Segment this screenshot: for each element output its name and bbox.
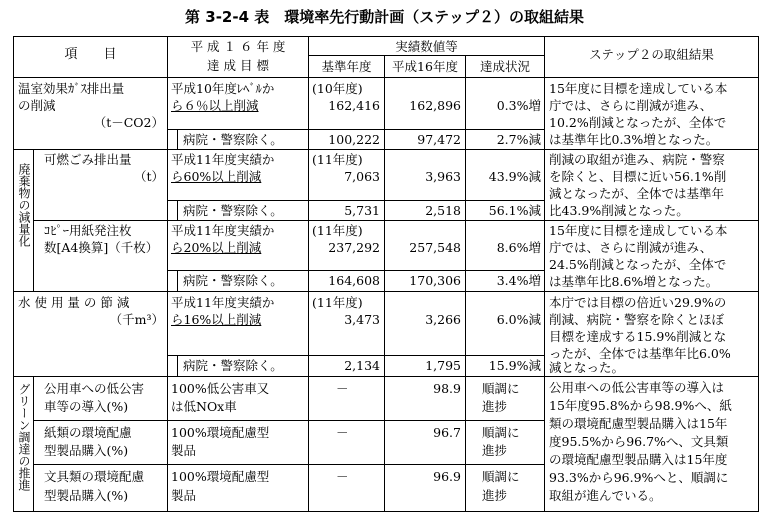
header-actual-group: 実績数値等 bbox=[395, 39, 458, 54]
ghg-sub-fy16: 97,472 bbox=[417, 132, 461, 147]
green-group-label: グリーン調達の推進 bbox=[17, 383, 31, 491]
paper-status: 8.6%増 bbox=[496, 240, 541, 255]
ghg-unit: （t－CO2） bbox=[93, 115, 164, 130]
burnable-label: 可燃ごみ排出量 bbox=[44, 152, 132, 167]
header-target-line2: 達 成 目 標 bbox=[207, 58, 269, 73]
ghg-sub-status: 2.7%減 bbox=[496, 132, 541, 147]
water-fy16-value: 3,266 bbox=[425, 312, 461, 327]
paper-base-note: (11年度) bbox=[312, 223, 363, 238]
burnable-status: 43.9%減 bbox=[488, 169, 541, 184]
ghg-result-line: 15年度に目標を達成している本 bbox=[549, 81, 728, 96]
paper-goods-status-line2: 進捗 bbox=[482, 443, 508, 458]
water-base-value: 3,473 bbox=[344, 312, 380, 327]
burnable-target-line1: 平成11年度実績か bbox=[171, 152, 275, 167]
car-fy16-value: 98.9 bbox=[433, 381, 461, 396]
green-result-line: 15年度95.8%から98.9%へ、紙 bbox=[549, 398, 732, 413]
header-target-line1: 平 成 １ ６ 年 度 bbox=[190, 39, 286, 54]
stationery-fy16-value: 96.9 bbox=[433, 469, 461, 484]
paper-goods-status-line1: 順調に bbox=[482, 425, 520, 440]
paper-goods-target-line1: 100%環境配慮型 bbox=[171, 425, 270, 440]
ghg-base-value: 162,416 bbox=[328, 98, 380, 113]
green-result-line: 公用車への低公害車等の導入は bbox=[549, 380, 725, 395]
ghg-result-line: は基準年比0.3%増となった。 bbox=[549, 132, 719, 147]
stationery-label-line2: 型製品購入(%) bbox=[44, 488, 129, 503]
stationery-target-line2: 製品 bbox=[171, 488, 197, 503]
burnable-sub-status: 56.1%減 bbox=[488, 203, 541, 218]
stationery-status-line1: 順調に bbox=[482, 469, 520, 484]
burnable-sub-fy16: 2,518 bbox=[425, 203, 461, 218]
ghg-result-line: 庁では、さらに削減が進み、 bbox=[549, 98, 713, 113]
ghg-target-line1: 平成10年度ﾚﾍﾞﾙか bbox=[171, 81, 275, 96]
water-sub-status: 15.9%減 bbox=[488, 358, 541, 373]
green-result-line: の環境配慮型製品購入は15年度 bbox=[549, 452, 728, 467]
car-label-line1: 公用車への低公害 bbox=[44, 381, 145, 396]
burnable-result-line: 削減の取組が進み、病院・警察 bbox=[549, 152, 725, 167]
header-status: 達成状況 bbox=[479, 59, 530, 74]
paper-label-line1: ｺﾋﾟｰ用紙発注枚 bbox=[44, 223, 132, 238]
paper-target-line1: 平成11年度実績か bbox=[171, 223, 275, 238]
ghg-base-note: (10年度) bbox=[312, 81, 363, 96]
burnable-base-note: (11年度) bbox=[312, 152, 363, 167]
paper-label-line2: 数[A4換算]（千枚） bbox=[44, 240, 159, 255]
car-status-line1: 順調に bbox=[482, 381, 520, 396]
water-result-line: ったが、全体では基準年比6.0% bbox=[549, 346, 731, 361]
car-base-value: － bbox=[336, 381, 349, 396]
paper-sub-status: 3.4%増 bbox=[496, 273, 541, 288]
green-result-line: 類の環境配慮型製品購入は15年 bbox=[549, 416, 728, 431]
car-label-line2: 車等の導入(%) bbox=[44, 399, 129, 414]
paper-result-line: 24.5%削減となったが、全体で bbox=[549, 257, 727, 272]
burnable-result-line: 比43.9%削減となった。 bbox=[549, 203, 689, 218]
burnable-result-line: 減となったが、全体では基準年 bbox=[549, 186, 725, 201]
paper-base-value: 237,292 bbox=[328, 240, 380, 255]
paper-goods-label-line2: 型製品購入(%) bbox=[44, 443, 129, 458]
stationery-label-line1: 文具類の環境配慮 bbox=[44, 469, 145, 484]
ghg-label-line1: 温室効果ｶﾞｽ排出量 bbox=[18, 81, 125, 96]
water-result-line: 目標を達成する15.9%削減とな bbox=[549, 329, 727, 344]
paper-goods-target-line2: 製品 bbox=[171, 443, 197, 458]
water-label: 水 使 用 量 の 節 減 bbox=[18, 295, 130, 310]
header-base-year: 基準年度 bbox=[321, 59, 372, 74]
car-status-line2: 進捗 bbox=[482, 399, 508, 414]
paper-goods-label-line1: 紙類の環境配慮 bbox=[44, 425, 132, 440]
stationery-base-value: － bbox=[336, 469, 349, 484]
water-sub-base: 2,134 bbox=[344, 358, 380, 373]
car-target-line1: 100%低公害車又 bbox=[171, 381, 270, 396]
water-base-note: (11年度) bbox=[312, 295, 363, 310]
stationery-status-line2: 進捗 bbox=[482, 488, 508, 503]
ghg-result-line: 10.2%削減となったが、全体で bbox=[549, 115, 727, 130]
ghg-label-line2: の削減 bbox=[18, 98, 56, 113]
burnable-base-value: 7,063 bbox=[344, 169, 380, 184]
paper-result-line: は基準年比8.6%増となった。 bbox=[549, 274, 719, 289]
water-target-line2: ら16%以上削減 bbox=[171, 312, 262, 327]
paper-fy16-value: 257,548 bbox=[409, 240, 461, 255]
ghg-sub-base: 100,222 bbox=[328, 132, 380, 147]
burnable-target-line2: ら60%以上削減 bbox=[171, 169, 262, 184]
car-target-line2: は低NOx車 bbox=[171, 399, 237, 414]
paper-result-line: 15年度に目標を達成している本 bbox=[549, 223, 728, 238]
paper-goods-base-value: － bbox=[336, 425, 349, 440]
table-title: 第 3-2-4 表 環境率先行動計画（ステップ２）の取組結果 bbox=[185, 8, 584, 26]
ghg-status: 0.3%増 bbox=[496, 98, 541, 113]
header-fy16: 平成16年度 bbox=[392, 59, 458, 74]
paper-sub-fy16: 170,306 bbox=[409, 273, 461, 288]
burnable-sub-base: 5,731 bbox=[344, 203, 380, 218]
water-result-line: 減となった。 bbox=[549, 360, 625, 375]
burnable-fy16-value: 3,963 bbox=[425, 169, 461, 184]
burnable-unit: （t） bbox=[133, 169, 164, 184]
paper-target-line2: ら20%以上削減 bbox=[171, 240, 262, 255]
stationery-target-line1: 100%環境配慮型 bbox=[171, 469, 270, 484]
paper-sub-label: 病院・警察除く。 bbox=[183, 273, 283, 288]
water-result-line: 本庁では目標の倍近い29.9%の bbox=[549, 295, 727, 310]
ghg-fy16-value: 162,896 bbox=[409, 98, 461, 113]
water-status: 6.0%減 bbox=[496, 312, 541, 327]
burnable-sub-label: 病院・警察除く。 bbox=[183, 203, 283, 218]
water-unit: （千m³） bbox=[109, 312, 164, 327]
header-item: 項 目 bbox=[64, 47, 117, 62]
water-result-line: 削減、病院・警察を除くとほぼ bbox=[549, 312, 725, 327]
green-result-line: 度95.5%から96.7%へ、文具類 bbox=[549, 434, 729, 449]
green-result-line: 93.3%から96.9%へと、順調に bbox=[549, 470, 729, 485]
paper-sub-base: 164,608 bbox=[328, 273, 380, 288]
waste-group-label: 廃棄物の減量化 bbox=[17, 163, 31, 247]
ghg-sub-label: 病院・警察除く。 bbox=[183, 132, 283, 147]
green-result-line: 取組が進んでいる。 bbox=[549, 488, 662, 503]
water-sub-fy16: 1,795 bbox=[425, 358, 461, 373]
paper-result-line: 庁では、さらに削減が進み、 bbox=[549, 240, 713, 255]
ghg-target-line2: ら６％以上削減 bbox=[171, 98, 259, 113]
water-target-line1: 平成11年度実績か bbox=[171, 295, 275, 310]
header-result: ステップ２の取組結果 bbox=[589, 47, 714, 62]
paper-goods-fy16-value: 96.7 bbox=[433, 425, 461, 440]
water-sub-label: 病院・警察除く。 bbox=[183, 358, 283, 373]
burnable-result-line: を除くと、目標に近い56.1%削 bbox=[549, 169, 727, 184]
